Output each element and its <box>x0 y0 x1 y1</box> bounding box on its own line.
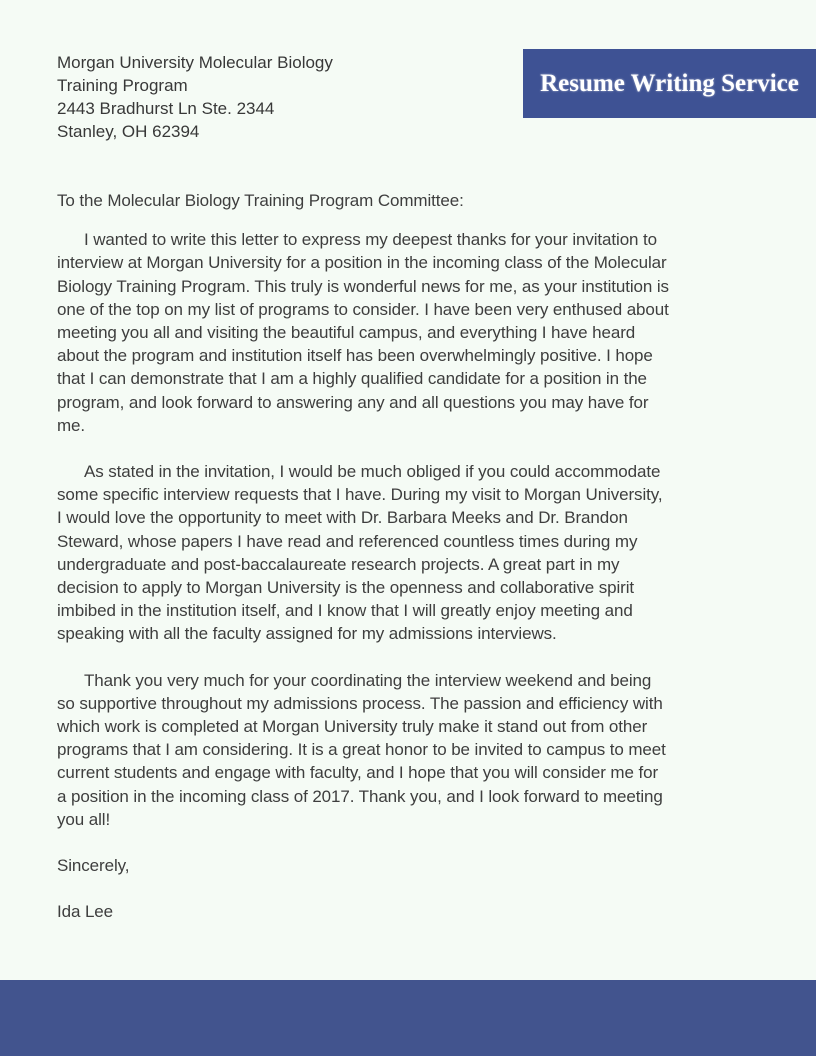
sender-address-line: 2443 Bradhurst Ln Ste. 2344 <box>57 99 275 118</box>
sender-address-line: Morgan University Molecular Biology <box>57 53 333 72</box>
closing: Sincerely, <box>57 856 130 876</box>
letter-paragraph: I wanted to write this letter to express my deepest thanks for your invitation to interview at Morgan University for a position in the incoming class of the Molecular Biology Training Program. This truly is wonderful news for me, as your institution is one of the top on my list of programs to consider. I have been very enthused about meeting you all and visiting the beautiful campus, and everything I have heard about the program and institution itself has been overwhelmingly positive. I hope that I can demonstrate that I am a highly qualified candidate for a position in the program, and look forward to answering any and all questions you may have for me. <box>57 230 669 435</box>
sender-address-line: Stanley, OH 62394 <box>57 122 200 141</box>
letter-paragraph: As stated in the invitation, I would be much obliged if you could accommodate some specific interview requests that I have. During my visit to Morgan University, I would love the opportunity to meet with Dr. Barbara Meeks and Dr. Brandon Steward, whose papers I have read and referenced countless times during my undergraduate and post-baccalaureate research projects. A great part in my decision to apply to Morgan University is the openness and collaborative spirit imbibed in the institution itself, and I know that I will greatly enjoy meeting and speaking with all the faculty assigned for my admissions interviews. <box>57 462 663 644</box>
letter-paragraph: Thank you very much for your coordinating the interview weekend and being so supportive throughout my admissions process. The passion and efficiency with which work is completed at Morgan University truly make it stand out from other programs that I am considering. It is a great honor to be invited to campus to meet current students and engage with faculty, and I hope that you will consider me for a position in the incoming class of 2017. Thank you, and I look forward to meeting you all! <box>57 670 666 829</box>
footer-bar <box>0 980 816 1056</box>
signature: Ida Lee <box>57 902 114 922</box>
sender-address-line: Training Program <box>57 76 188 95</box>
brand-banner <box>523 49 816 118</box>
brand-banner-label: Resume Writing Service <box>540 69 799 97</box>
letter-body <box>57 189 669 923</box>
salutation: To the Molecular Biology Training Program Committee: <box>57 191 464 210</box>
sender-address-block <box>57 51 333 143</box>
